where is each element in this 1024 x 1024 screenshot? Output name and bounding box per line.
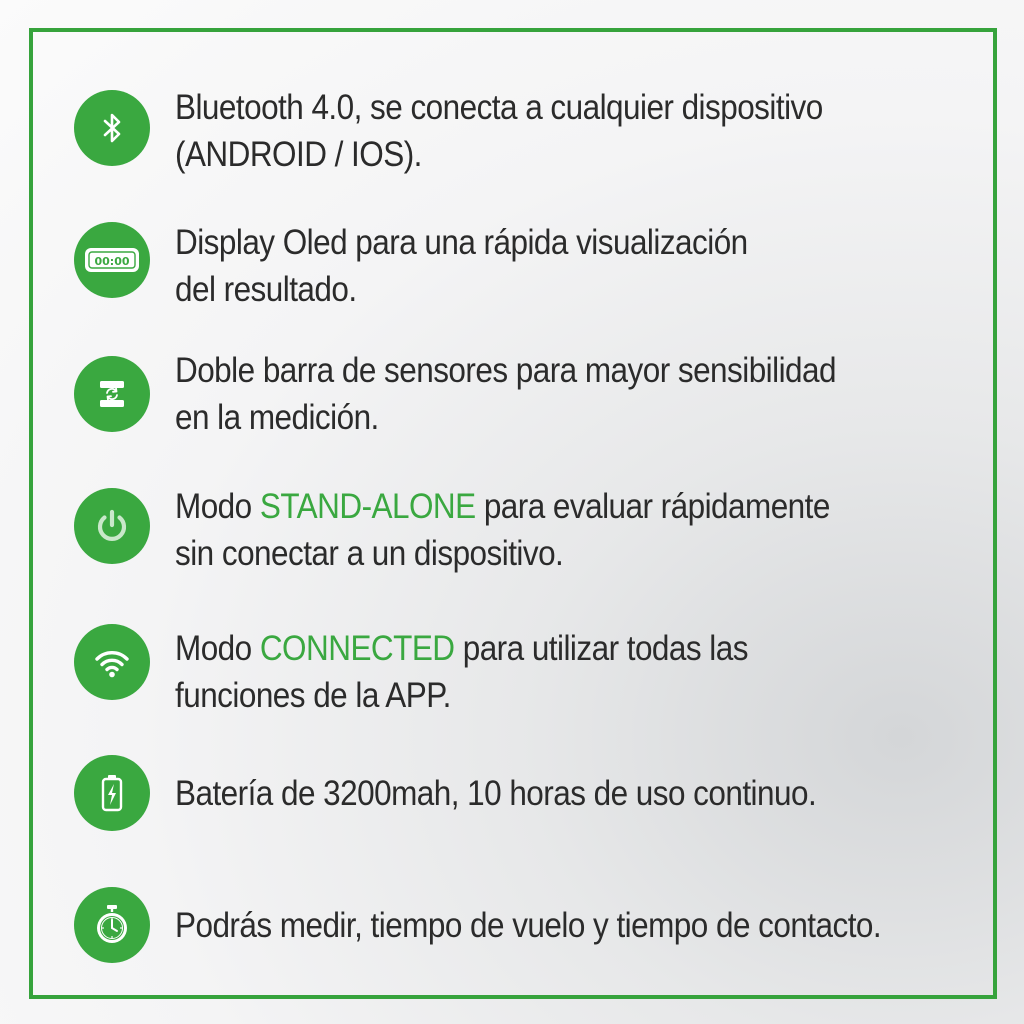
feature-text bbox=[175, 483, 913, 577]
feature-line: en la medición. bbox=[175, 398, 379, 437]
battery-icon bbox=[74, 755, 150, 831]
feature-line: Display Oled para una rápida visualización bbox=[175, 223, 748, 262]
feature-text bbox=[175, 902, 913, 949]
feature-line: Batería de 3200mah, 10 horas de uso continuo. bbox=[175, 774, 817, 813]
bluetooth-icon bbox=[74, 90, 150, 166]
feature-text-post: para evaluar rápidamente bbox=[475, 487, 830, 526]
feature-line: (ANDROID / IOS). bbox=[175, 135, 422, 174]
feature-line: Bluetooth 4.0, se conecta a cualquier dispositivo bbox=[175, 88, 823, 127]
feature-text bbox=[175, 347, 913, 441]
display-icon-text: 00:00 bbox=[94, 255, 130, 268]
feature-text-pre: Modo bbox=[175, 487, 260, 526]
feature-line bbox=[175, 625, 913, 672]
feature-line: sin conectar a un dispositivo. bbox=[175, 534, 564, 573]
wifi-icon bbox=[74, 624, 150, 700]
mode-highlight: CONNECTED bbox=[259, 629, 455, 668]
feature-text bbox=[175, 84, 913, 178]
feature-line: Podrás medir, tiempo de vuelo y tiempo de contacto. bbox=[175, 906, 882, 945]
feature-text-pre: Modo bbox=[175, 629, 260, 668]
feature-line bbox=[175, 483, 913, 530]
power-icon bbox=[74, 488, 150, 564]
sensor-bar-icon bbox=[74, 356, 150, 432]
mode-highlight: STAND-ALONE bbox=[259, 487, 476, 526]
feature-text bbox=[175, 219, 913, 313]
feature-line: Doble barra de sensores para mayor sensibilidad bbox=[175, 351, 836, 390]
feature-text-post: para utilizar todas las bbox=[454, 629, 748, 668]
feature-text bbox=[175, 770, 913, 817]
feature-text bbox=[175, 625, 913, 719]
stopwatch-icon bbox=[74, 887, 150, 963]
feature-line: funciones de la APP. bbox=[175, 676, 451, 715]
feature-line: del resultado. bbox=[175, 270, 357, 309]
display-icon bbox=[74, 222, 150, 298]
